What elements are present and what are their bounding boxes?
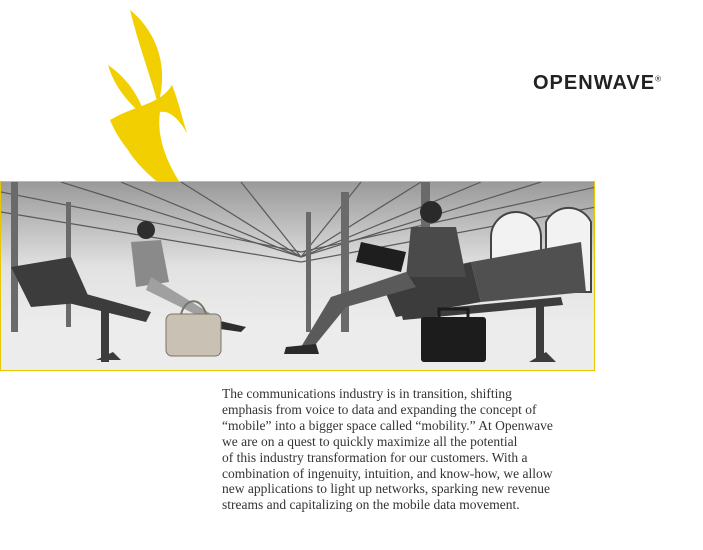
paragraph-line: emphasis from voice to data and expanding the concept of: [222, 401, 537, 417]
logo-registered-mark: ®: [655, 74, 663, 84]
intro-paragraph: [222, 386, 622, 513]
paragraph-line: combination of ingenuity, intuition, and know-how, we allow: [222, 465, 553, 481]
logo-wave: WAVE: [593, 72, 656, 94]
openwave-logo: [533, 72, 662, 95]
paragraph-line: we are on a quest to quickly maximize all the potential: [222, 433, 518, 449]
paragraph-line: new applications to light up networks, sparking new revenue: [222, 481, 551, 497]
train-station-photo-icon: [1, 182, 595, 371]
paragraph-line: of this industry transformation for our customers. With a: [222, 449, 528, 465]
paragraph-line: The communications industry is in transition, shifting: [222, 386, 512, 401]
logo-open: OPEN: [533, 72, 594, 94]
station-photo: [0, 181, 595, 371]
paragraph-line: streams and capitalizing on the mobile data movement.: [222, 497, 520, 513]
paragraph-line: “mobile” into a bigger space called “mobility.” At Openwave: [222, 417, 553, 433]
